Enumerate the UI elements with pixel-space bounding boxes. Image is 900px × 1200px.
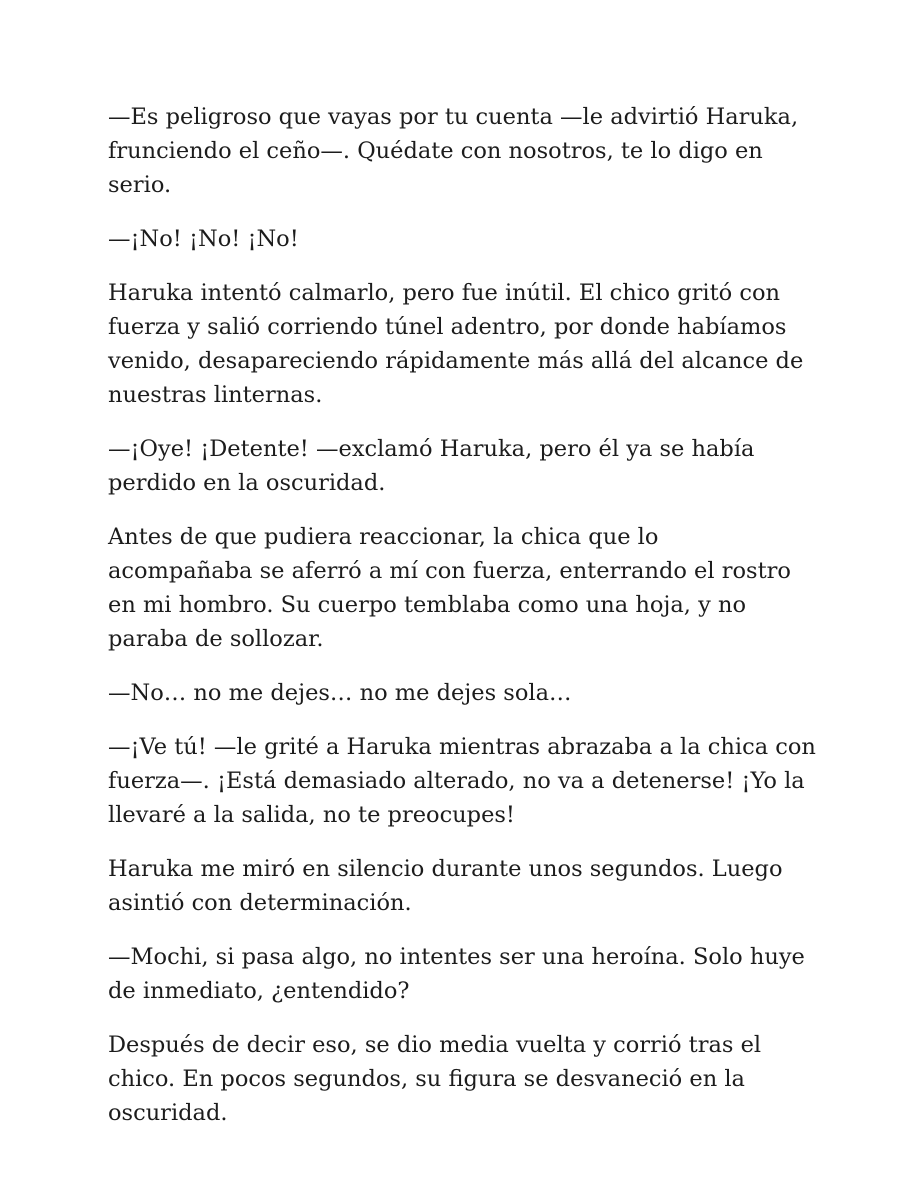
paragraph-1 [108,100,798,202]
paragraph-9 [108,940,805,1008]
text-line: Haruka me miró en silencio durante unos segundos. Luego [108,856,783,882]
text-line: Haruka intentó calmarlo, pero fue inútil. El chico gritó con [108,280,780,306]
text-line: venido, desapareciendo rápidamente más allá del alcance de [108,348,804,374]
text-line: —Es peligroso que vayas por tu cuenta —le advirtió Haruka, [108,104,799,130]
paragraph-6 [108,676,798,710]
paragraph-3 [108,276,804,412]
text-line: frunciendo el ceño—. Quédate con nosotros, te lo digo en [108,138,763,164]
text-line: Después de decir eso, se dio media vuelta y corrió tras el [108,1032,762,1058]
text-line: acompañaba se aferró a mí con fuerza, enterrando el rostro [108,558,791,584]
paragraph-2 [108,222,798,256]
text-line: en mi hombro. Su cuerpo temblaba como una hoja, y no [108,592,746,618]
text-line: chico. En pocos segundos, su figura se desvaneció en la [108,1066,745,1092]
text-line: serio. [108,172,172,198]
text-line: perdido en la oscuridad. [108,470,386,496]
text-line: llevaré a la salida, no te preocupes! [108,802,515,828]
paragraph-5 [108,520,798,656]
text-line: fuerza y salió corriendo túnel adentro, por donde habíamos [108,314,787,340]
document-page [108,100,816,1150]
text-line: —¡No! ¡No! ¡No! [108,226,299,252]
text-line: fuerza—. ¡Está demasiado alterado, no va a detenerse! ¡Yo la [108,768,805,794]
paragraph-8 [108,852,798,920]
text-line: —No… no me dejes… no me dejes sola… [108,680,572,706]
text-line: Antes de que pudiera reaccionar, la chica que lo [108,524,659,550]
text-line: paraba de sollozar. [108,626,324,652]
text-line: oscuridad. [108,1100,228,1126]
text-line: asintió con determinación. [108,890,412,916]
paragraph-10 [108,1028,798,1130]
text-line: —Mochi, si pasa algo, no intentes ser una heroína. Solo huye [108,944,805,970]
text-line: —¡Ve tú! —le grité a Haruka mientras abrazaba a la chica con [108,734,816,760]
paragraph-4 [108,432,798,500]
text-line: —¡Oye! ¡Detente! —exclamó Haruka, pero él ya se había [108,436,755,462]
text-line: de inmediato, ¿entendido? [108,978,410,1004]
paragraph-7 [108,730,816,832]
text-line: nuestras linternas. [108,382,323,408]
